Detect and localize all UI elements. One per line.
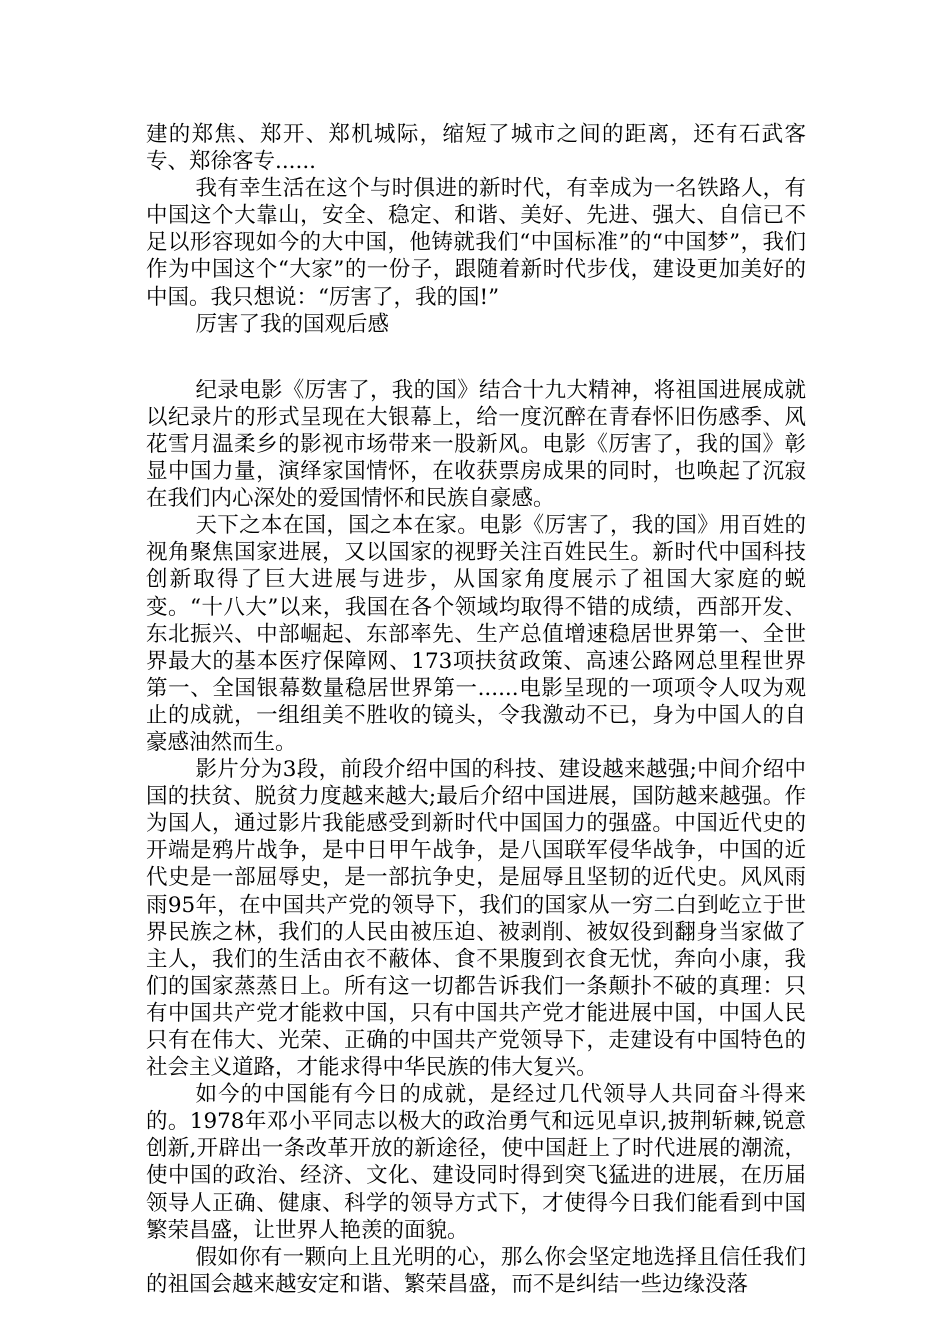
document-page <box>146 121 806 1298</box>
section-heading: 厉害了我的国观后感 <box>195 311 389 337</box>
blank-line <box>146 338 806 377</box>
paragraph-conclusion: 假如你有一颗向上且光明的心，那么你会坚定地选择且信任我们的祖国会越来越安定和谐、繁荣昌盛，而不是纠结一些边缘没落 <box>146 1244 806 1297</box>
paragraph-continuation: 建的郑焦、郑开、郑机城际，缩短了城市之间的距离，还有石武客专、郑徐客专...... <box>146 122 806 175</box>
paragraph-achievements: 天下之本在国，国之本在家。电影《厉害了，我的国》用百姓的视角聚焦国家进展，又以国家的视野关注百姓民生。新时代中国科技创新取得了巨大进展与进步，从国家角度展示了祖国大家庭的蜕变。“十八大”以来，我国在各个领域均取得不错的成绩，西部开发、东北振兴、中部崛起、东部率先、生产总值增速稳居世界第一、全世界最大的基本医疗保障网、173项扶贫政策、高速公路网总里程世界第一、全国银幕数量稳居世界第一......电影呈现的一项项令人叹为观止的成就，一组组美不胜收的镜头，令我激动不已，身为中国人的自豪感油然而生。 <box>146 513 806 755</box>
paragraph-film-structure: 影片分为3段，前段介绍中国的科技、建设越来越强;中间介绍中国的扶贫、脱贫力度越来越大;最后介绍中国进展，国防越来越强。作为国人，通过影片我能感受到新时代中国国力的强盛。中国近代史的开端是鸦片战争，是中日甲午战争，是八国联军侵华战争，中国的近代史是一部屈辱史，是一部抗争史，是屈辱且坚韧的近代史。风风雨雨95年，在中国共产党的领导下，我们的国家从一穷二白到屹立于世界民族之林，我们的人民由被压迫、被剥削、被奴役到翻身当家做了主人，我们的生活由衣不蔽体、食不果腹到衣食无忧，奔向小康，我们的国家蒸蒸日上。所有这一切都告诉我们一条颠扑不破的真理：只有中国共产党才能救中国，只有中国共产党才能进展中国，中国人民只有在伟大、光荣、正确的中国共产党领导下，走建设有中国特色的社会主义道路，才能求得中华民族的伟大复兴。 <box>146 757 806 1081</box>
paragraph-intro: 纪录电影《厉害了，我的国》结合十九大精神，将祖国进展成就以纪录片的形式呈现在大银幕上，给一度沉醉在青春怀旧伤感季、风花雪月温柔乡的影视市场带来一股新风。电影《厉害了，我的国》彰显中国力量，演绎家国情怀，在收获票房成果的同时，也唤起了沉寂在我们内心深处的爱国情怀和民族自豪感。 <box>146 377 806 512</box>
paragraph-leadership: 如今的中国能有今日的成就，是经过几代领导人共同奋斗得来的。1978年邓小平同志以极大的政治勇气和远见卓识,披荆斩棘,锐意创新,开辟出一条改革开放的新途径，使中国赶上了时代进展的潮流，使中国的政治、经济、文化、建设同时得到突飞猛进的进展，在历届领导人正确、健康、科学的领导方式下，才使得今日我们能看到中国繁荣昌盛，让世界人艳羡的面貌。 <box>146 1082 806 1243</box>
paragraph-railway-worker: 我有幸生活在这个与时俱进的新时代，有幸成为一名铁路人，有中国这个大靠山，安全、稳定、和谐、美好、先进、强大、自信已不足以形容现如今的大中国，他铸就我们“中国标准”的“中国梦”，我们作为中国这个“大家”的一份子，跟随着新时代步伐，建设更加美好的中国。我只想说：“厉害了，我的国!” <box>146 176 806 310</box>
